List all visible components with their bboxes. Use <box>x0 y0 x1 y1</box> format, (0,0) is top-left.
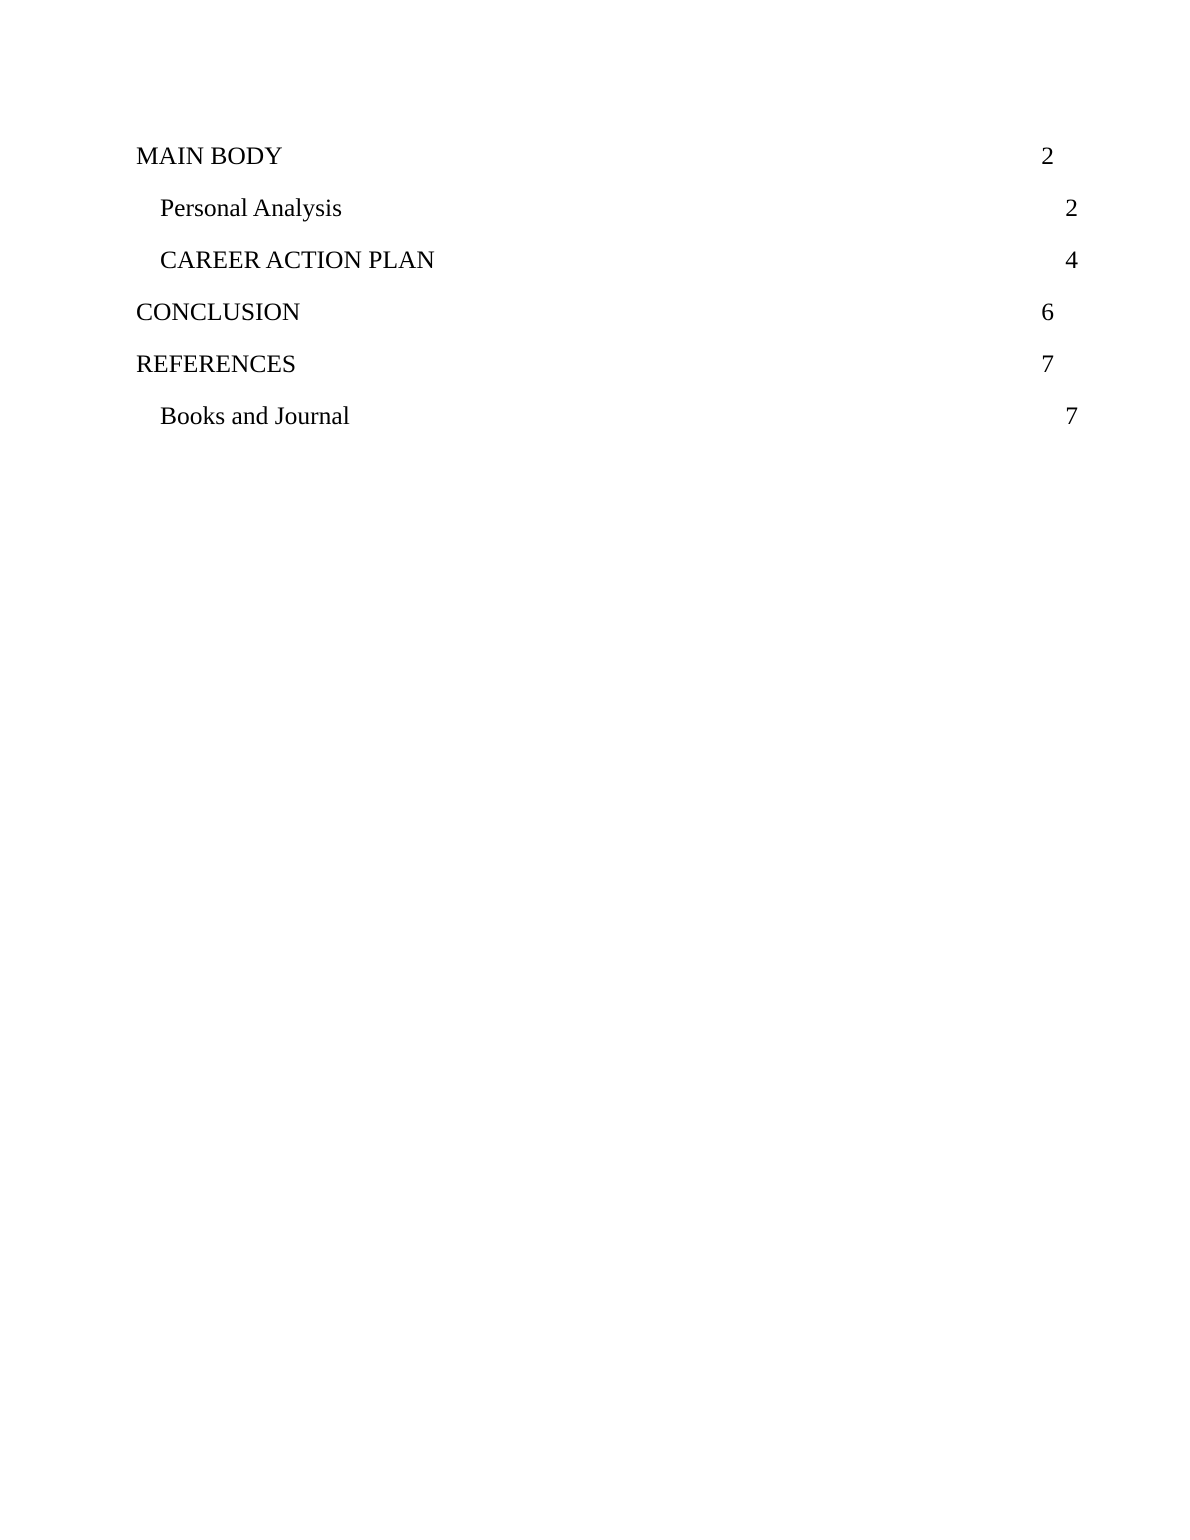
toc-leader-dots <box>283 139 1042 165</box>
toc-entry-title: CONCLUSION <box>136 297 301 326</box>
toc-entry-page: 6 <box>1041 297 1054 326</box>
toc-entry-main-body[interactable] <box>136 130 1054 182</box>
toc-leader-dots <box>342 191 1065 217</box>
toc-entry-page: 7 <box>1041 349 1054 378</box>
toc-entry-page: 4 <box>1065 245 1078 274</box>
toc-leader-dots <box>435 243 1065 269</box>
toc-entry-title: REFERENCES <box>136 349 297 378</box>
toc-entry-career-action-plan[interactable] <box>136 234 1078 286</box>
toc-leader-dots <box>350 399 1065 425</box>
toc-entry-page: 2 <box>1041 141 1054 170</box>
toc-entry-references[interactable] <box>136 338 1054 390</box>
toc-entry-page: 2 <box>1065 193 1078 222</box>
toc-entry-books-and-journal[interactable] <box>136 390 1078 442</box>
toc-entry-title: CAREER ACTION PLAN <box>160 245 435 274</box>
toc-leader-dots <box>300 295 1041 321</box>
toc-entry-title: Personal Analysis <box>160 193 343 222</box>
toc-entry-title: Books and Journal <box>160 401 350 430</box>
toc-entry-personal-analysis[interactable] <box>136 182 1078 234</box>
toc-entry-conclusion[interactable] <box>136 286 1054 338</box>
toc-leader-dots <box>296 347 1041 373</box>
toc-entry-page: 7 <box>1065 401 1078 430</box>
table-of-contents <box>136 130 1078 442</box>
toc-entry-title: MAIN BODY <box>136 141 283 170</box>
